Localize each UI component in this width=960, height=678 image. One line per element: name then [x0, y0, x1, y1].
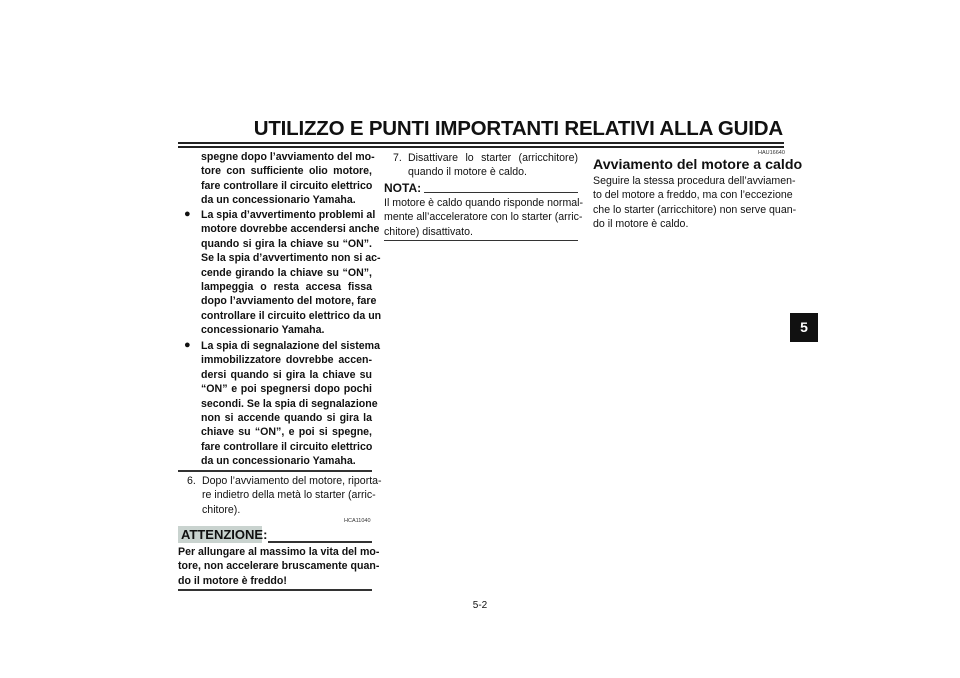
text-line: secondi. Se la spia di segnalazione	[201, 397, 378, 410]
caution-code: HCA11040	[344, 518, 371, 524]
text-line: chitore).	[202, 503, 241, 516]
text-line: dersi quando si gira la chiave su	[201, 368, 372, 381]
text-line: lampeggia o resta accesa fissa	[201, 281, 372, 294]
caution-end-rule	[178, 589, 372, 591]
section-heading: Avviamento del motore a caldo	[593, 157, 803, 173]
text-line: “ON” e poi spegnersi dopo pochi	[201, 383, 372, 396]
text-line: La spia di segnalazione del sistema	[201, 340, 380, 352]
text-line: re indietro della metà lo starter (arric-	[202, 489, 376, 502]
text-line: mente all’acceleratore con lo starter (arric-	[384, 211, 583, 224]
text-line: chiave su “ON”, e poi si spegne,	[201, 426, 372, 439]
text-line: controllare il circuito elettrico da un	[201, 309, 382, 322]
bullet-item-warning-light	[201, 208, 382, 338]
note-text	[384, 196, 584, 239]
text-line: do il motore è freddo!	[178, 574, 287, 587]
bullet-icon: ●	[184, 208, 191, 220]
text-line: immobilizzatore dovrebbe accen-	[201, 354, 372, 367]
text-line: La spia d’avvertimento problemi al	[201, 209, 376, 221]
text-line: tore, non accelerare bruscamente quan-	[178, 560, 380, 573]
text-line: Se la spia d’avvertimento non si ac-	[201, 252, 381, 265]
step-7-text	[408, 151, 578, 180]
note-label: NOTA:	[384, 181, 422, 195]
text-line: concessionario Yamaha.	[201, 324, 325, 337]
text-line: Il motore è caldo quando risponde normal-	[384, 197, 584, 209]
text-line: che lo starter (arricchitore) non serve quan-	[593, 203, 797, 216]
page-header-title: UTILIZZO E PUNTI IMPORTANTI RELATIVI ALLA GUIDA	[253, 117, 783, 140]
caution-rule	[268, 541, 372, 543]
text-line: Per allungare al massimo la vita del mo-	[178, 546, 380, 558]
text-line: to del motore a freddo, ma con l’eccezione	[593, 189, 793, 202]
text-line: quando il motore è caldo.	[408, 166, 527, 179]
section-text	[593, 174, 797, 232]
text-line: Seguire la stessa procedura dell’avviamen-	[593, 175, 796, 187]
step-number: 6.	[187, 475, 196, 487]
text-line: quando si gira la chiave su “ON”.	[201, 237, 372, 250]
header-rule-thick	[178, 146, 784, 148]
text-line: cende girando la chiave su “ON”,	[201, 266, 372, 279]
text-line: Disattivare lo starter (arricchitore)	[408, 152, 578, 164]
chapter-tab: 5	[790, 313, 818, 342]
header-rule	[178, 142, 784, 144]
text-line: motore dovrebbe accendersi anche	[201, 223, 380, 236]
text-line: dopo l’avviamento del motore, fare	[201, 295, 377, 308]
text-line: do il motore è caldo.	[593, 218, 689, 231]
text-line: spegne dopo l’avviamento del mo-	[201, 151, 375, 163]
bullet-item-immobilizer	[201, 339, 380, 469]
section-code: HAU16640	[758, 150, 785, 156]
text-line: da un concessionario Yamaha.	[201, 194, 356, 207]
step-6-text	[202, 474, 382, 517]
page-number: 5-2	[472, 600, 488, 611]
step-number: 7.	[393, 152, 402, 164]
text-line: tore con sufficiente olio motore,	[201, 165, 372, 178]
text-line: fare controllare il circuito elettrico	[201, 179, 373, 192]
text-line: non si accende quando si gira la	[201, 412, 372, 425]
bullet-icon: ●	[184, 339, 191, 351]
caution-label: ATTENZIONE:	[178, 526, 262, 543]
text-line: Dopo l’avviamento del motore, riporta-	[202, 475, 382, 487]
section-rule	[178, 470, 372, 472]
text-line: fare controllare il circuito elettrico	[201, 440, 373, 453]
text-line: da un concessionario Yamaha.	[201, 455, 356, 468]
note-rule	[424, 192, 578, 193]
text-line: chitore) disattivato.	[384, 225, 473, 238]
warning-paragraph	[201, 150, 375, 208]
note-end-rule	[384, 240, 578, 241]
caution-text	[178, 545, 380, 588]
